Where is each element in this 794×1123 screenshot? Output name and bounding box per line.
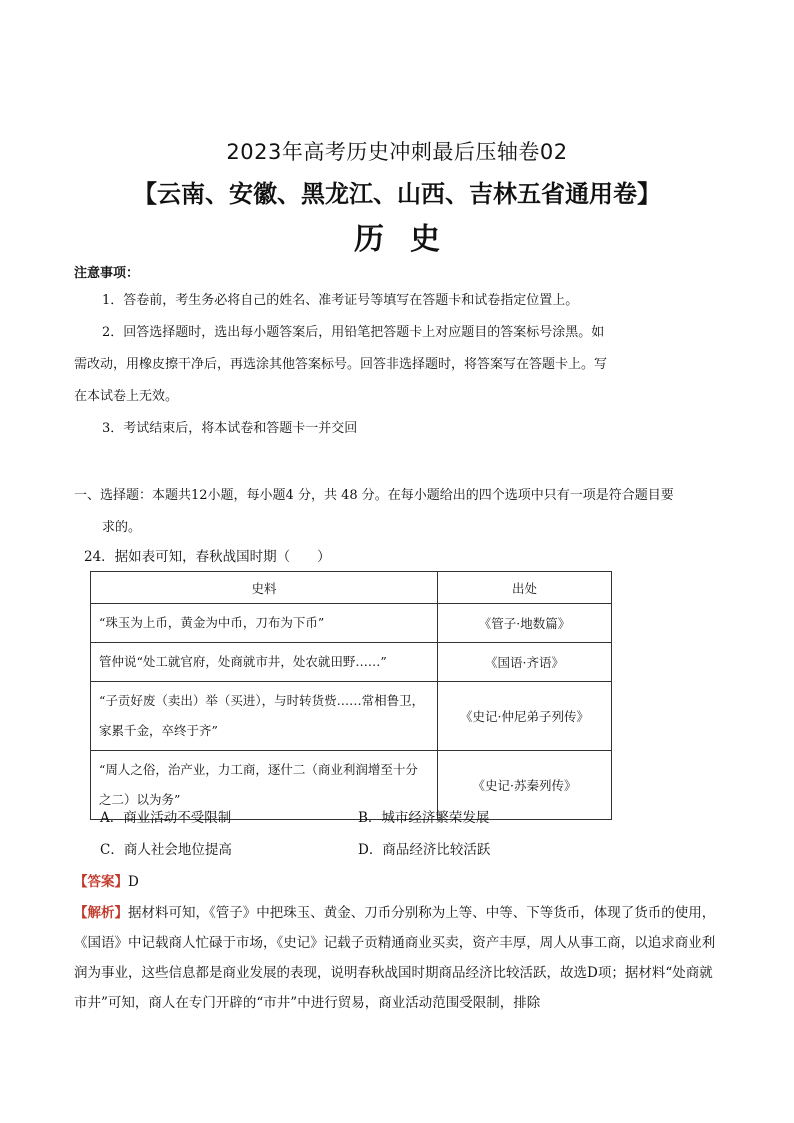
option-a: A．商业活动不受限制 — [100, 810, 232, 826]
notice-line: 2．回答选择题时，选出每小题答案后，用铅笔把答题卡上对应题目的答案标号涂黑。如 — [102, 325, 605, 340]
notice-line: 1．答卷前，考生务必将自己的姓名、准考证号等填写在答题卡和试卷指定位置上。 — [102, 293, 579, 308]
answer-line — [74, 870, 139, 890]
subject-title: 历史 — [354, 222, 466, 257]
answer-label: 【答案】 — [74, 874, 128, 890]
notice-heading: 注意事项： — [74, 266, 140, 281]
analysis-label: 【解析】 — [74, 905, 128, 921]
analysis-text: 据材料可知，《管子》中把珠玉、黄金、刀币分别称为上等、中等、下等货币，体现了货币的使用，《国语》中记载商人忙碌于市场，《史记》记载子贡精通商业买卖，资产丰厚，周人从事工商，以追求商业利润为事业，这些信息都是商业发展的表现，说明春秋战国时期商品经济比较活跃，故选D项；据材料“处商就市井”可知，商人在专门开辟的“市井”中进行贸易，商业活动范围受限制，排除 — [74, 905, 716, 1011]
question-stem: 24．据如表可知，春秋战国时期（ ） — [84, 549, 331, 565]
notice-line: 需改动，用橡皮擦干净后，再选涂其他答案标号。回答非选择题时，将答案写在答题卡上。写 — [74, 357, 608, 372]
table-cell-source: 管仲说“处工就官府，处商就市井，处农就田野……” — [91, 643, 438, 682]
notice-line: 3．考试结束后，将本试卷和答题卡一并交回 — [102, 421, 358, 436]
analysis-paragraph — [74, 898, 726, 1018]
table-cell-origin: 《史记·仲尼弟子列传》 — [438, 682, 612, 751]
section-instruction: 一、选择题：本题共12小题，每小题4 分，共 48 分。在每小题给出的四个选项中只有一项是符合题目要 — [74, 488, 674, 503]
table-header-row — [91, 572, 612, 604]
option-b: B．城市经济繁荣发展 — [358, 810, 490, 826]
table-cell-source: “周人之俗，治产业，力工商，逐什二（商业利润增至十分之二）以为务” — [91, 751, 438, 820]
option-c: C．商人社会地位提高 — [100, 842, 232, 858]
exam-title: 2023年高考历史冲刺最后压轴卷02 — [226, 140, 568, 164]
table-row — [91, 682, 612, 751]
table-cell-source: “子贡好废（卖出）举（买进），与时转货赀……常相鲁卫，家累千金，卒终于齐” — [91, 682, 438, 751]
exam-subtitle: 【云南、安徽、黑龙江、山西、吉林五省通用卷】 — [133, 180, 661, 208]
option-d: D．商品经济比较活跃 — [358, 842, 491, 858]
table-header-cell: 史料 — [91, 572, 438, 604]
table-row — [91, 643, 612, 682]
source-table — [90, 571, 612, 820]
table-cell-source: “珠玉为上币，黄金为中币，刀布为下币” — [91, 604, 438, 643]
notice-line: 在本试卷上无效。 — [74, 389, 179, 404]
table-cell-origin: 《史记·苏秦列传》 — [438, 751, 612, 820]
section-instruction-cont: 求的。 — [102, 520, 142, 535]
answer-value: D — [128, 874, 139, 890]
table-row — [91, 604, 612, 643]
table-cell-origin: 《管子·地数篇》 — [438, 604, 612, 643]
table-header-cell: 出处 — [438, 572, 612, 604]
table-cell-origin: 《国语·齐语》 — [438, 643, 612, 682]
